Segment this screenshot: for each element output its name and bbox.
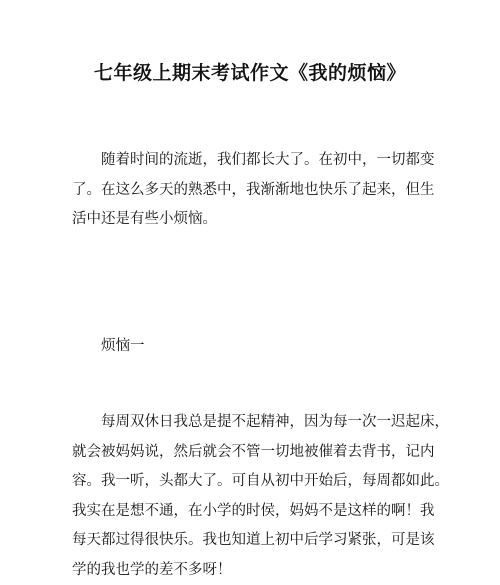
document-title: 七年级上期末考试作文《我的烦恼》 <box>0 58 500 88</box>
paragraph-line: 每天都过得很快乐。我也知道上初中后学习紧张，可是该 <box>72 526 428 556</box>
paragraph-line: 我实在是想不通，在小学的时侯，妈妈不是这样的啊！我 <box>72 497 428 527</box>
paragraph-line: 随着时间的流逝，我们都长大了。在初中，一切都变 <box>72 146 428 176</box>
paragraph-line: 活中还是有些小烦恼。 <box>72 205 428 235</box>
paragraph-worry-one <box>72 408 428 585</box>
paragraph-line: 学的我也学的差不多呀！ <box>72 556 428 585</box>
paragraph-intro <box>72 146 428 235</box>
section-heading: 烦恼一 <box>101 332 145 362</box>
paragraph-line: 了。在这么多天的熟悉中，我渐渐地也快乐了起来，但生 <box>72 176 428 206</box>
paragraph-line: 就会被妈妈说，然后就会不管一切地被催着去背书，记内 <box>72 438 428 468</box>
paragraph-line: 每周双休日我总是提不起精神，因为每一次一迟起床， <box>72 408 428 438</box>
paragraph-line: 容。我一听，头都大了。可自从初中开始后，每周都如此。 <box>72 467 428 497</box>
